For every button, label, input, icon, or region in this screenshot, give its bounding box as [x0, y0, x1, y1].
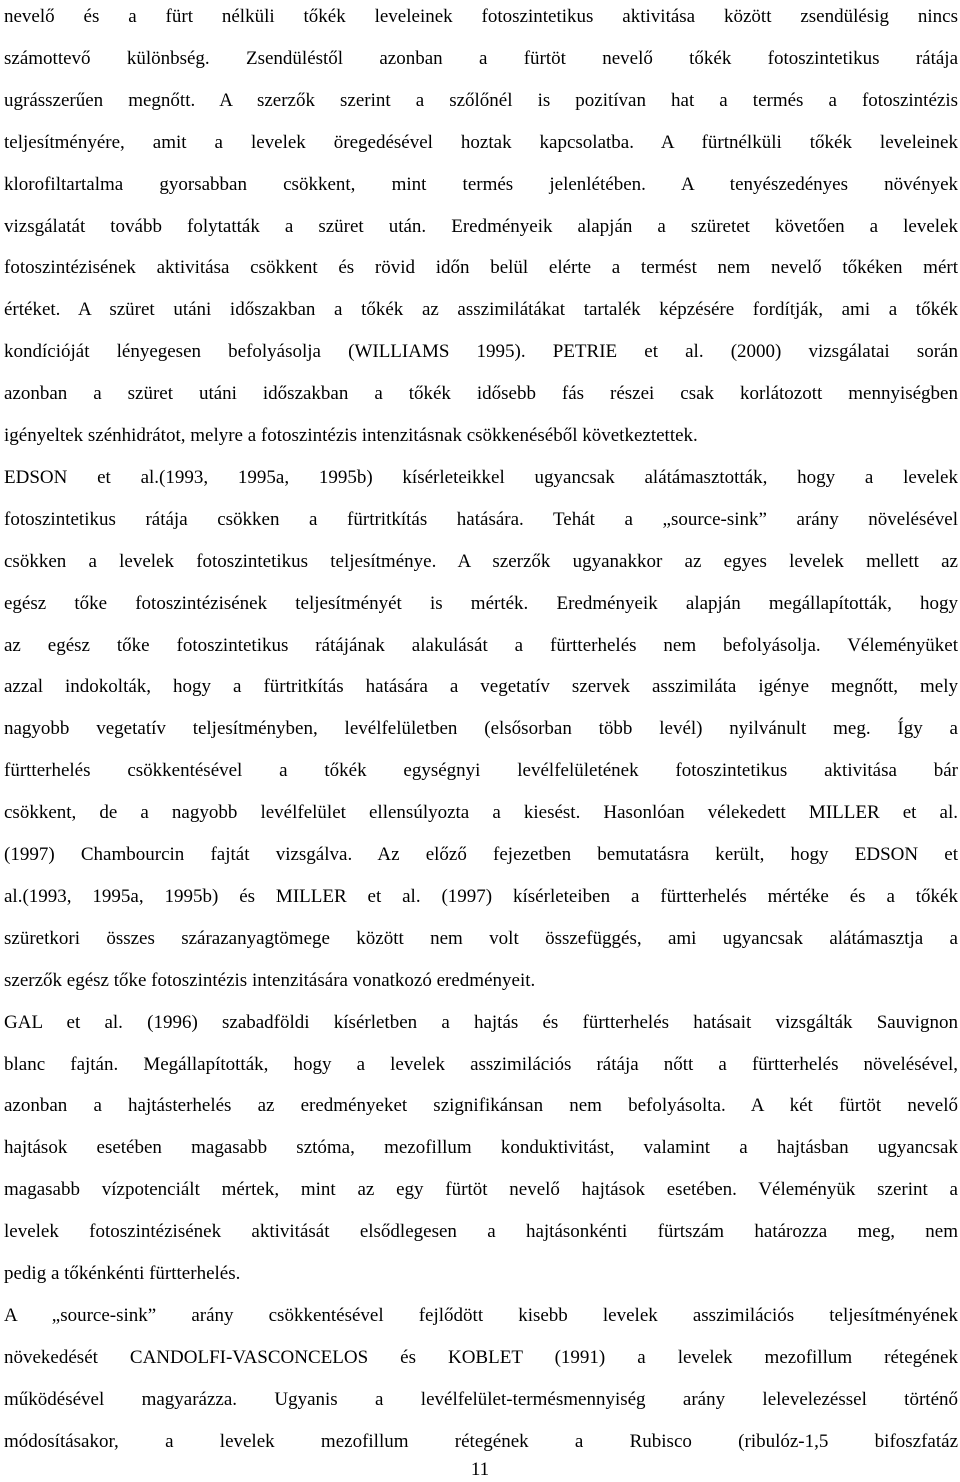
text-line: klorofiltartalma gyorsabban csökkent, mint termés jelenlétében. A tenyészedényes növények [4, 173, 958, 195]
text-line: csökken a levelek fotoszintetikus teljesítménye. A szerzők ugyanakkor az egyes levelek mellett az [4, 550, 958, 572]
text-line: hajtások esetében magasabb sztóma, mezofillum konduktivitást, valamint a hajtásban ugyancsak [4, 1137, 958, 1159]
text-line: vizsgálatát tovább folytatták a szüret után. Eredményeik alapján a szüretet követően a levelek [4, 215, 958, 237]
text-line: fotoszintézisének aktivitása csökkent és rövid időn belül elérte a termést nem nevelő tőkéken mért [4, 257, 958, 279]
text-line: csökkent, de a nagyobb levélfelület ellensúlyozta a kiesést. Hasonlóan vélekedett MILLER et al. [4, 802, 958, 824]
text-line: ugrásszerűen megnőtt. A szerzők szerint a szőlőnél is pozitívan hat a termés a fotoszintézis [4, 89, 958, 111]
page-number: 11 [470, 1459, 490, 1480]
text-line: azzal indokolták, hogy a fürtritkítás hatására a vegetatív szervek asszimiláta igénye megnőtt, mely [4, 676, 958, 698]
text-line: nevelő és a fürt nélküli tőkék leveleinek fotoszintetikus aktivitása között zsendülésig nincs [4, 6, 958, 27]
text-line: blanc fajtán. Megállapították, hogy a levelek asszimilációs rátája nőtt a fürtterhelés növelésével, [4, 1053, 958, 1075]
text-line: (1997) Chambourcin fajtát vizsgálva. Az előző fejezetben bemutatásra került, hogy EDSON et [4, 844, 958, 865]
text-line: módosításakor, a levelek mezofillum rétegének a Rubisco (ribulóz-1,5 bifoszfatáz [4, 1430, 958, 1452]
text-line: A „source-sink” arány csökkentésével fejlődött kisebb levelek asszimilációs teljesítményének [4, 1304, 958, 1326]
text-line: növekedését CANDOLFI-VASCONCELOS és KOBLET (1991) a levelek mezofillum rétegének [4, 1346, 958, 1368]
text-line: igényeltek szénhidrátot, melyre a fotoszintézis intenzitásnak csökkenéséből következtettek. [4, 425, 698, 446]
text-line: az egész tőke fotoszintetikus rátájának alakulását a fürtterhelés nem befolyásolja. Véleményüket [4, 634, 958, 656]
text-line: teljesítményére, amit a levelek öregedésével hoztak kapcsolatba. A fürtnélküli tőkék leveleinek [4, 131, 958, 153]
text-line: azonban a szüret utáni időszakban a tőkék idősebb fás részei csak korlátozott mennyiségben [4, 383, 958, 405]
text-line: fotoszintetikus rátája csökken a fürtritkítás hatására. Tehát a „source-sink” arány növelésével [4, 508, 958, 530]
text-line: GAL et al. (1996) szabadföldi kísérletben a hajtás és fürtterhelés hatásait vizsgálták Sauvignon [4, 1011, 958, 1033]
text-line: működésével magyarázza. Ugyanis a levélfelület-termésmennyiség arány lelevelezéssel történő [4, 1388, 958, 1410]
text-line: értéket. A szüret utáni időszakban a tőkék az asszimilátákat tartalék képzésére fordítják, ami a tőkék [4, 299, 958, 321]
text-line: számottevő különbség. Zsendüléstől azonban a fürtöt nevelő tőkék fotoszintetikus rátája [4, 47, 958, 69]
text-line: al.(1993, 1995a, 1995b) és MILLER et al. (1997) kísérleteiben a fürtterhelés mértéke és a tőkék [4, 885, 958, 907]
text-line: szüretkori összes szárazanyagtömege között nem volt összefüggés, ami ugyancsak alátámasztja a [4, 927, 958, 949]
text-line: nagyobb vegetatív teljesítményben, levélfelületben (elsősorban több levél) nyilvánult meg. Így a [4, 718, 958, 740]
text-line: szerzők egész tőke fotoszintézis intenzitására vonatkozó eredményeit. [4, 969, 536, 991]
text-line: pedig a tőkénkénti fürtterhelés. [4, 1263, 241, 1284]
text-line: fürtterhelés csökkentésével a tőkék egységnyi levélfelületének fotoszintetikus aktivitása bár [4, 760, 958, 782]
text-line: egész tőke fotoszintézisének teljesítményét is mérték. Eredményeik alapján megállapították, hogy [4, 592, 958, 614]
text-line: kondícióját lényegesen befolyásolja (WILLIAMS 1995). PETRIE et al. (2000) vizsgálatai során [4, 341, 958, 363]
text-line: EDSON et al.(1993, 1995a, 1995b) kísérleteikkel ugyancsak alátámasztották, hogy a levelek [4, 466, 958, 488]
text-line: magasabb vízpotenciált mértek, mint az egy fürtöt nevelő hajtások esetében. Véleményük szerint a [4, 1179, 958, 1201]
text-line: levelek fotoszintézisének aktivitását elsődlegesen a hajtásonkénti fürtszám határozza meg, nem [4, 1221, 958, 1243]
text-line: azonban a hajtásterhelés az eredményeket szignifikánsan nem befolyásolta. A két fürtöt nevelő [4, 1095, 958, 1117]
